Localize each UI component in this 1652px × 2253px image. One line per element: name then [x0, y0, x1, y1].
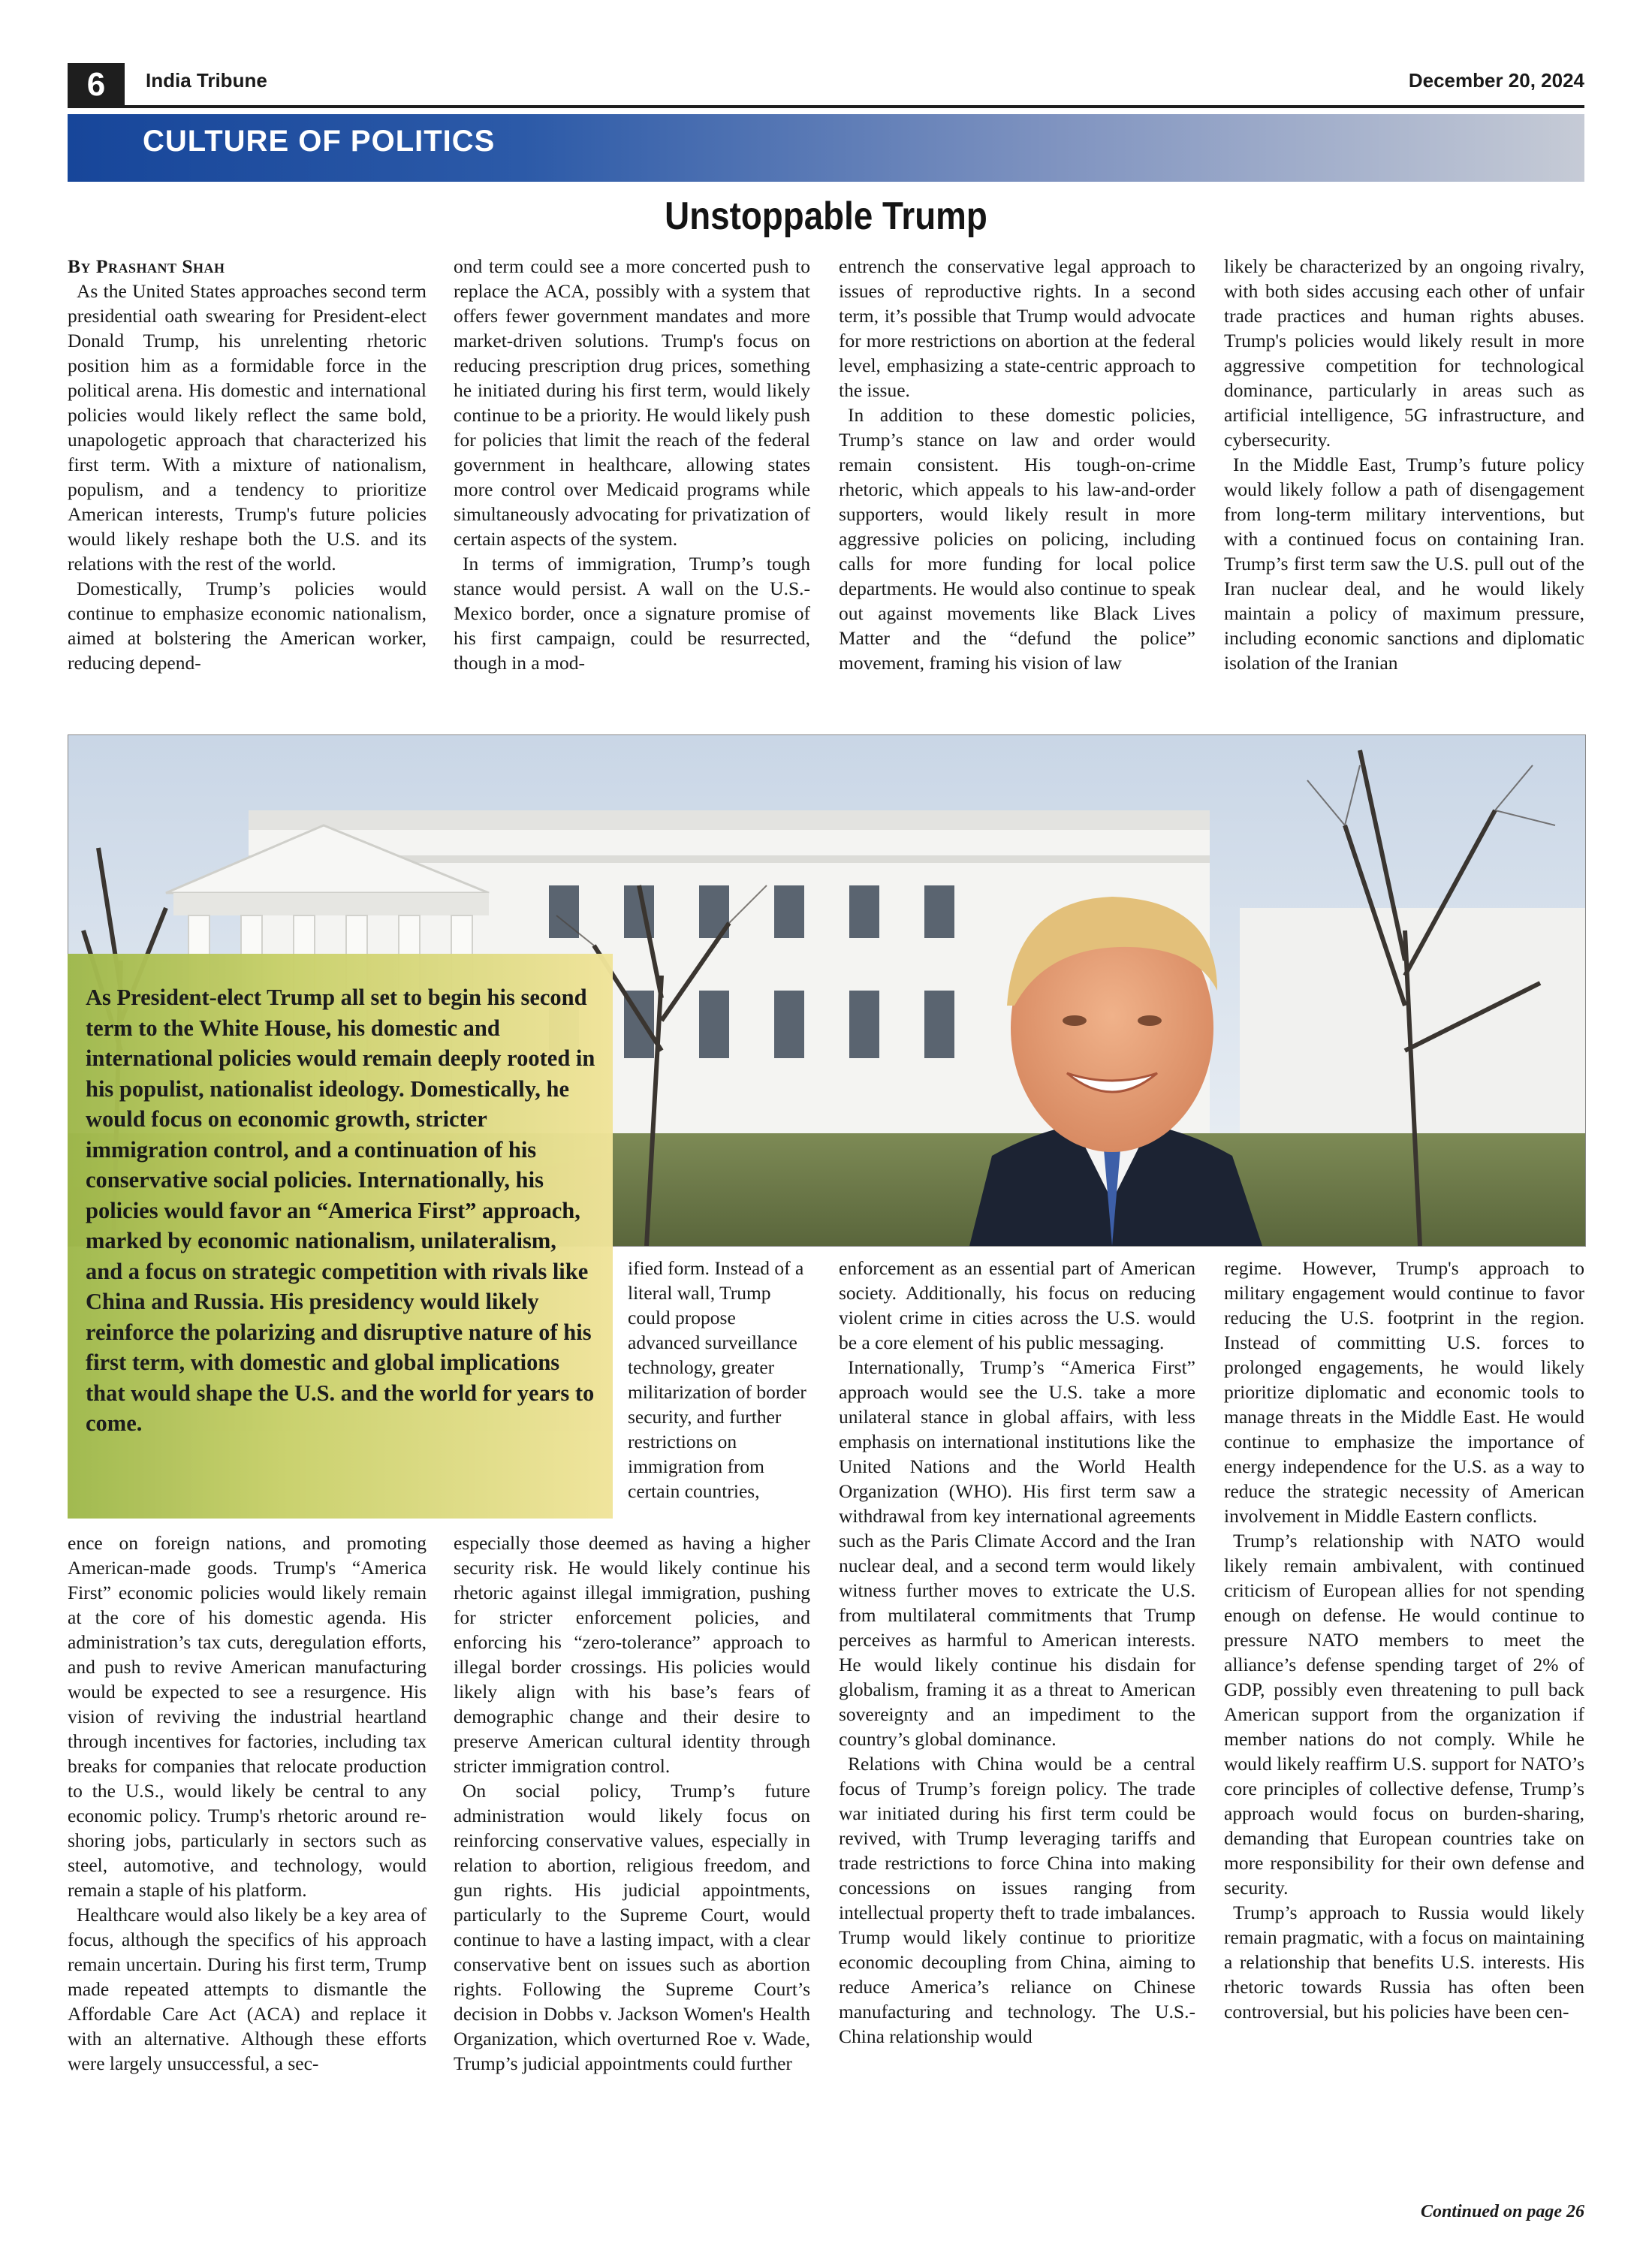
continued-note: Continued on page 26	[1420, 2202, 1584, 2221]
page-number: 6	[68, 63, 125, 107]
paragraph: entrench the conservative legal approach to issues of reproductive rights. In a second term, it’s possible that Trump would advocate for more restrictions on abortion at the federal level, emphasizing a state-centric approach to the issue.	[839, 255, 1195, 401]
paragraph: Healthcare would also likely be a key area of focus, although the specifics of his approach remain uncertain. During his first term, Trump made repeated attempts to dismantle the Affordable Care Act (ACA) and replace it with an alternative. Although these efforts were largely unsuccessful, a sec-	[68, 1904, 427, 2074]
header-rule	[68, 105, 1584, 108]
article-headline: Unstoppable Trump	[665, 195, 987, 238]
paragraph: likely be characterized by an ongoing rivalry, with both sides accusing each other of unfair trade practices and human rights abuses. Trump's policies would likely result in more aggressive competition for technological dominance, particularly in areas such as artificial intelligence, 5G infrastructure, and cybersecurity.	[1224, 255, 1584, 451]
section-title: CULTURE OF POLITICS	[143, 125, 496, 158]
pullquote-text: As President-elect Trump all set to begin his second term to the White House, his domestic and international policies would remain deeply rooted in his populist, nationalist ideology. Domestically, he would focus on economic growth, stricter immigration control, and a continuation of his conservative social policies. Internationally, his policies would favor an “America First” approach, marked by economic nationalism, unilateralism, and a focus on strategic competition with rivals like China and Russia. His presidency would likely reinforce the polarizing and disruptive nature of his first term, with domestic and global implications that would shape the U.S. and the world for years to come.	[86, 985, 595, 1436]
paragraph: Domestically, Trump’s policies would continue to emphasize economic nationalism, aimed at bolstering the American worker, reducing depend-	[68, 578, 427, 674]
byline: By Prashant Shah	[68, 255, 225, 277]
paragraph: Trump’s relationship with NATO would likely remain ambivalent, with continued criticism of European allies for not spending enough on defense. He would continue to pressure NATO members to meet the alliance’s defense spending target of 2% of GDP, possibly even threatening to pull back American support from the organization if member nations do not comply. While he would likely reaffirm U.S. support for NATO’s core principles of collective defense, Trump’s approach would focus on burden-sharing, demanding that European countries take on more responsibility for their own defense and security.	[1224, 1530, 1584, 1899]
column-1-bottom	[68, 1531, 427, 2076]
column-2-bottom	[454, 1531, 810, 2076]
column-2-top	[454, 254, 810, 675]
paragraph: In addition to these domestic policies, Trump’s stance on law and order would remain consistent. His tough-on-crime rhetoric, which appeals to his law-and-order supporters, would likely result in more aggressive policies on policing, including calls for more funding for local police departments. He would also continue to speak out against movements like Black Lives Matter and the “defund the police” movement, framing his vision of law	[839, 404, 1195, 674]
pullquote-box	[68, 954, 613, 1519]
column-4-top	[1224, 254, 1584, 675]
publication-name: India Tribune	[146, 69, 267, 92]
paragraph: On social policy, Trump’s future administration would likely focus on reinforcing conservative values, especially in relation to abortion, religious freedom, and gun rights. His judicial appointments, particularly to the Supreme Court, would continue to have a lasting impact, with a clear conservative bent on issues such as abortion rights. Following the Supreme Court’s decision in Dobbs v. Jackson Women's Health Organization, which overturned Roe v. Wade, Trump’s judicial appointments could further	[454, 1780, 810, 2074]
section-band	[68, 114, 1584, 182]
paragraph: As the United States approaches second term presidential oath swearing for President-elect Donald Trump, his unrelenting rhetoric position him as a formidable force in the political arena. His domestic and international policies would likely reflect the same bold, unapologetic approach that characterized his first term. With a mixture of nationalism, populism, and a tendency to prioritize American interests, Trump's future policies would likely reshape both the U.S. and its relations with the rest of the world.	[68, 280, 427, 575]
paragraph: In the Middle East, Trump’s future policy would likely follow a path of disengagement from long-term military interventions, but with a continued focus on containing Iran. Trump’s first term saw the U.S. pull out of the Iran nuclear deal, and he would likely maintain a policy of maximum pressure, including economic sanctions and diplomatic isolation of the Iranian	[1224, 454, 1584, 674]
paragraph: In terms of immigration, Trump’s tough stance would persist. A wall on the U.S.-Mexico border, once a signature promise of his first campaign, could be resurrected, though in a mod-	[454, 553, 810, 674]
column-4-bottom	[1224, 1256, 1584, 2024]
column-1-top	[68, 254, 427, 675]
column-3-bottom	[839, 1256, 1195, 2049]
paragraph: Trump’s approach to Russia would likely remain pragmatic, with a focus on maintaining a relationship that benefits U.S. interests. His rhetoric towards Russia has often been controversial, but his policies have been cen-	[1224, 1902, 1584, 2022]
column-3-top	[839, 254, 1195, 675]
paragraph: Relations with China would be a central focus of Trump’s foreign policy. The trade war initiated during his first term could be revived, with Trump leveraging tariffs and trade restrictions to force China into making concessions on issues ranging from intellectual property theft to trade imbalances. Trump would likely continue to prioritize economic decoupling from China, aiming to reduce America’s reliance on Chinese manufacturing and technology. The U.S.-China relationship would	[839, 1753, 1195, 2047]
paragraph: Internationally, Trump’s “America First” approach would see the U.S. take a more unilateral stance in global affairs, with less emphasis on international institutions like the United Nations and the World Health Organization (WHO). His first term saw a withdrawal from key international agreements such as the Paris Climate Accord and the Iran nuclear deal, and a second term would likely witness further moves to extricate the U.S. from multilateral commitments that Trump perceives as harmful to American interests. He would likely continue his disdain for globalism, framing it as a threat to American sovereignty and an impediment to the country’s global dominance.	[839, 1356, 1195, 1750]
paragraph: ence on foreign nations, and promoting American-made goods. Trump's “America First” economic policies would likely remain at the core of his domestic agenda. His administration’s tax cuts, deregulation efforts, and push to revive American manufacturing would be expected to see a resurgence. His vision of reviving the industrial heartland through incentives for factories, including tax breaks for companies that relocate production to the U.S., would likely be central to any economic policy. Trump's rhetoric around re-shoring jobs, particularly in sectors such as steel, automotive, and technology, would remain a staple of his platform.	[68, 1532, 427, 1901]
paragraph: regime. However, Trump's approach to military engagement would continue to favor reducing the U.S. footprint in the region. Instead of committing U.S. forces to prolonged engagements, he would likely prioritize diplomatic and economic tools to manage threats in the Middle East. He would continue to emphasize the importance of energy independence for the U.S. as a way to reduce the strategic necessity of American involvement in Middle Eastern conflicts.	[1224, 1257, 1584, 1527]
paragraph: especially those deemed as having a higher security risk. He would likely continue his rhetoric against illegal immigration, pushing for stricter enforcement policies, and enforcing his “zero-tolerance” approach to illegal border crossings. His policies would likely align with his base’s fears of demographic change and their desire to preserve American cultural identity through stricter immigration control.	[454, 1532, 810, 1777]
paragraph: enforcement as an essential part of American society. Additionally, his focus on reducing violent crime in cities across the U.S. would be a core element of his public messaging.	[839, 1257, 1195, 1353]
paragraph: ified form. Instead of a literal wall, Trump could propose advanced surveillance technology, greater militarization of border security, and further restrictions on immigration from certain countries,	[628, 1257, 806, 1502]
column-2-middle	[628, 1256, 810, 1504]
issue-date: December 20, 2024	[1408, 69, 1584, 92]
paragraph: ond term could see a more concerted push to replace the ACA, possibly with a system that offers fewer government mandates and more market-driven solutions. Trump's focus on reducing prescription drug prices, something he initiated during his first term, would likely continue to be a priority. He would likely push for policies that limit the reach of the federal government in healthcare, allowing states more control over Medicaid programs while simultaneously advocating for privatization of certain aspects of the system.	[454, 255, 810, 550]
